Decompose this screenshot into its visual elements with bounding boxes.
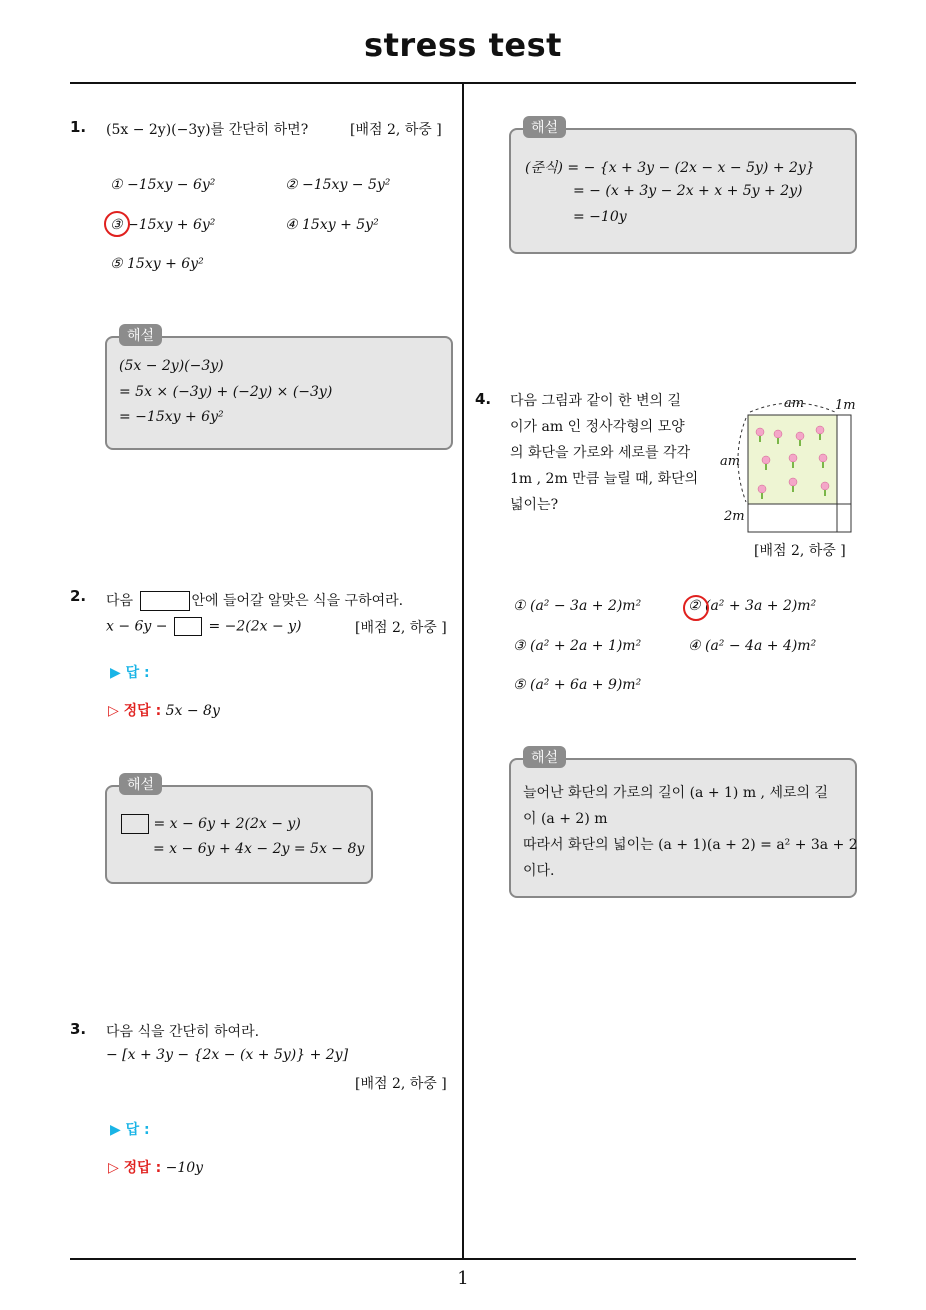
solution-tag: 해설 (119, 773, 162, 795)
correct-value: −10y (165, 1160, 204, 1176)
solution-tag: 해설 (523, 116, 566, 138)
solution-tag: 해설 (119, 324, 162, 346)
choice-5[interactable]: ⑤ 15xy + 6y² (110, 256, 204, 272)
question-text-line: 1m , 2m 만큼 늘릴 때, 화단의 (510, 471, 699, 487)
question-text-line: 다음 그림과 같이 한 변의 길 (510, 393, 682, 409)
page-number: 1 (457, 1268, 469, 1289)
equation-right: = −2(2x − y) (208, 618, 302, 635)
solution-tag: 해설 (523, 746, 566, 768)
correct-label: ▷ 정답 : (108, 1160, 162, 1176)
question-text-line: 이가 am 인 정사각형의 모양 (510, 419, 685, 435)
solution-line: 이 (a + 2) m (523, 811, 608, 827)
question-text-a: 다음 (106, 593, 134, 609)
choice-3[interactable]: ③ −15xy + 6y² (110, 217, 216, 233)
question-number: 1. (70, 118, 87, 136)
question-meta: [배점 2, 하중 ] (355, 1076, 447, 1092)
selected-answer-mark (104, 211, 130, 237)
correct-value: 5x − 8y (165, 703, 220, 719)
answer-label[interactable]: ▶ 답 : (110, 1122, 150, 1138)
choice-2[interactable]: ② (a² + 3a + 2)m² (688, 598, 817, 614)
solution-box (105, 785, 373, 884)
choice-2[interactable]: ② −15xy − 5y² (285, 177, 391, 193)
solution-line: (5x − 2y)(−3y) (119, 358, 224, 374)
correct-answer (108, 700, 220, 720)
solution-line: (준식) = − {x + 3y − (2x − x − 5y) + 2y} (525, 160, 815, 176)
question-text: (5x − 2y)(−3y)를 간단히 하면? (106, 122, 309, 138)
solution-line: 따라서 화단의 넓이는 (a + 1)(a + 2) = a² + 3a + 2 (523, 837, 858, 853)
answer-blank (140, 591, 190, 611)
question-text-line: 의 화단을 가로와 세로를 각각 (510, 445, 691, 461)
bottom-rule (70, 1258, 856, 1260)
solution-line-1: = x − 6y + 2(2x − y) (153, 816, 301, 832)
solution-box (105, 336, 453, 450)
question-text-line: 넓이는? (510, 497, 559, 513)
choice-4[interactable]: ④ (a² − 4a + 4)m² (688, 638, 817, 654)
question-number: 4. (475, 390, 492, 408)
choice-1[interactable]: ① −15xy − 6y² (110, 177, 216, 193)
garden-figure (718, 394, 858, 534)
question-text (106, 590, 403, 611)
question-number: 3. (70, 1020, 87, 1038)
question-text-b: 안에 들어갈 알맞은 식을 구하여라. (191, 593, 404, 609)
choice-4[interactable]: ④ 15xy + 5y² (285, 217, 379, 233)
choice-1[interactable]: ① (a² − 3a + 2)m² (513, 598, 642, 614)
figure-label-top: am (784, 396, 805, 411)
selected-answer-mark (683, 595, 709, 621)
solution-line: = 5x × (−3y) + (−2y) × (−3y) (119, 384, 333, 400)
equation-left: x − 6y − (106, 618, 168, 635)
page-title: stress test (364, 26, 562, 64)
question-expression: − [x + 3y − {2x − (x + 5y)} + 2y] (106, 1047, 349, 1063)
answer-blank-small (121, 814, 149, 834)
question-meta: [배점 2, 하중 ] (355, 620, 447, 636)
correct-label: ▷ 정답 : (108, 703, 162, 719)
answer-blank-small (174, 617, 202, 636)
solution-box (509, 128, 857, 254)
figure-label-bottom: 2m (724, 509, 745, 524)
question-meta: [배점 2, 하중 ] (350, 122, 442, 138)
column-divider (462, 83, 464, 1258)
answer-label[interactable]: ▶ 답 : (110, 665, 150, 681)
solution-line: = − (x + 3y − 2x + x + 5y + 2y) (573, 183, 803, 199)
solution-line: 이다. (523, 863, 555, 879)
question-equation (106, 617, 302, 636)
solution-line-2: = x − 6y + 4x − 2y = 5x − 8y (153, 841, 365, 857)
figure-label-left: am (720, 454, 741, 469)
solution-line: 늘어난 화단의 가로의 길이 (a + 1) m , 세로의 길 (523, 785, 828, 801)
question-number: 2. (70, 587, 87, 605)
correct-answer (108, 1157, 203, 1177)
figure-label-right: 1m (835, 398, 856, 413)
solution-line (121, 814, 301, 834)
question-meta: [배점 2, 하중 ] (754, 543, 846, 559)
solution-box (509, 758, 857, 898)
solution-line: = −15xy + 6y² (119, 409, 224, 425)
choice-5[interactable]: ⑤ (a² + 6a + 9)m² (513, 677, 642, 693)
choice-3[interactable]: ③ (a² + 2a + 1)m² (513, 638, 642, 654)
solution-line: = −10y (573, 209, 627, 225)
question-text: 다음 식을 간단히 하여라. (106, 1024, 260, 1040)
